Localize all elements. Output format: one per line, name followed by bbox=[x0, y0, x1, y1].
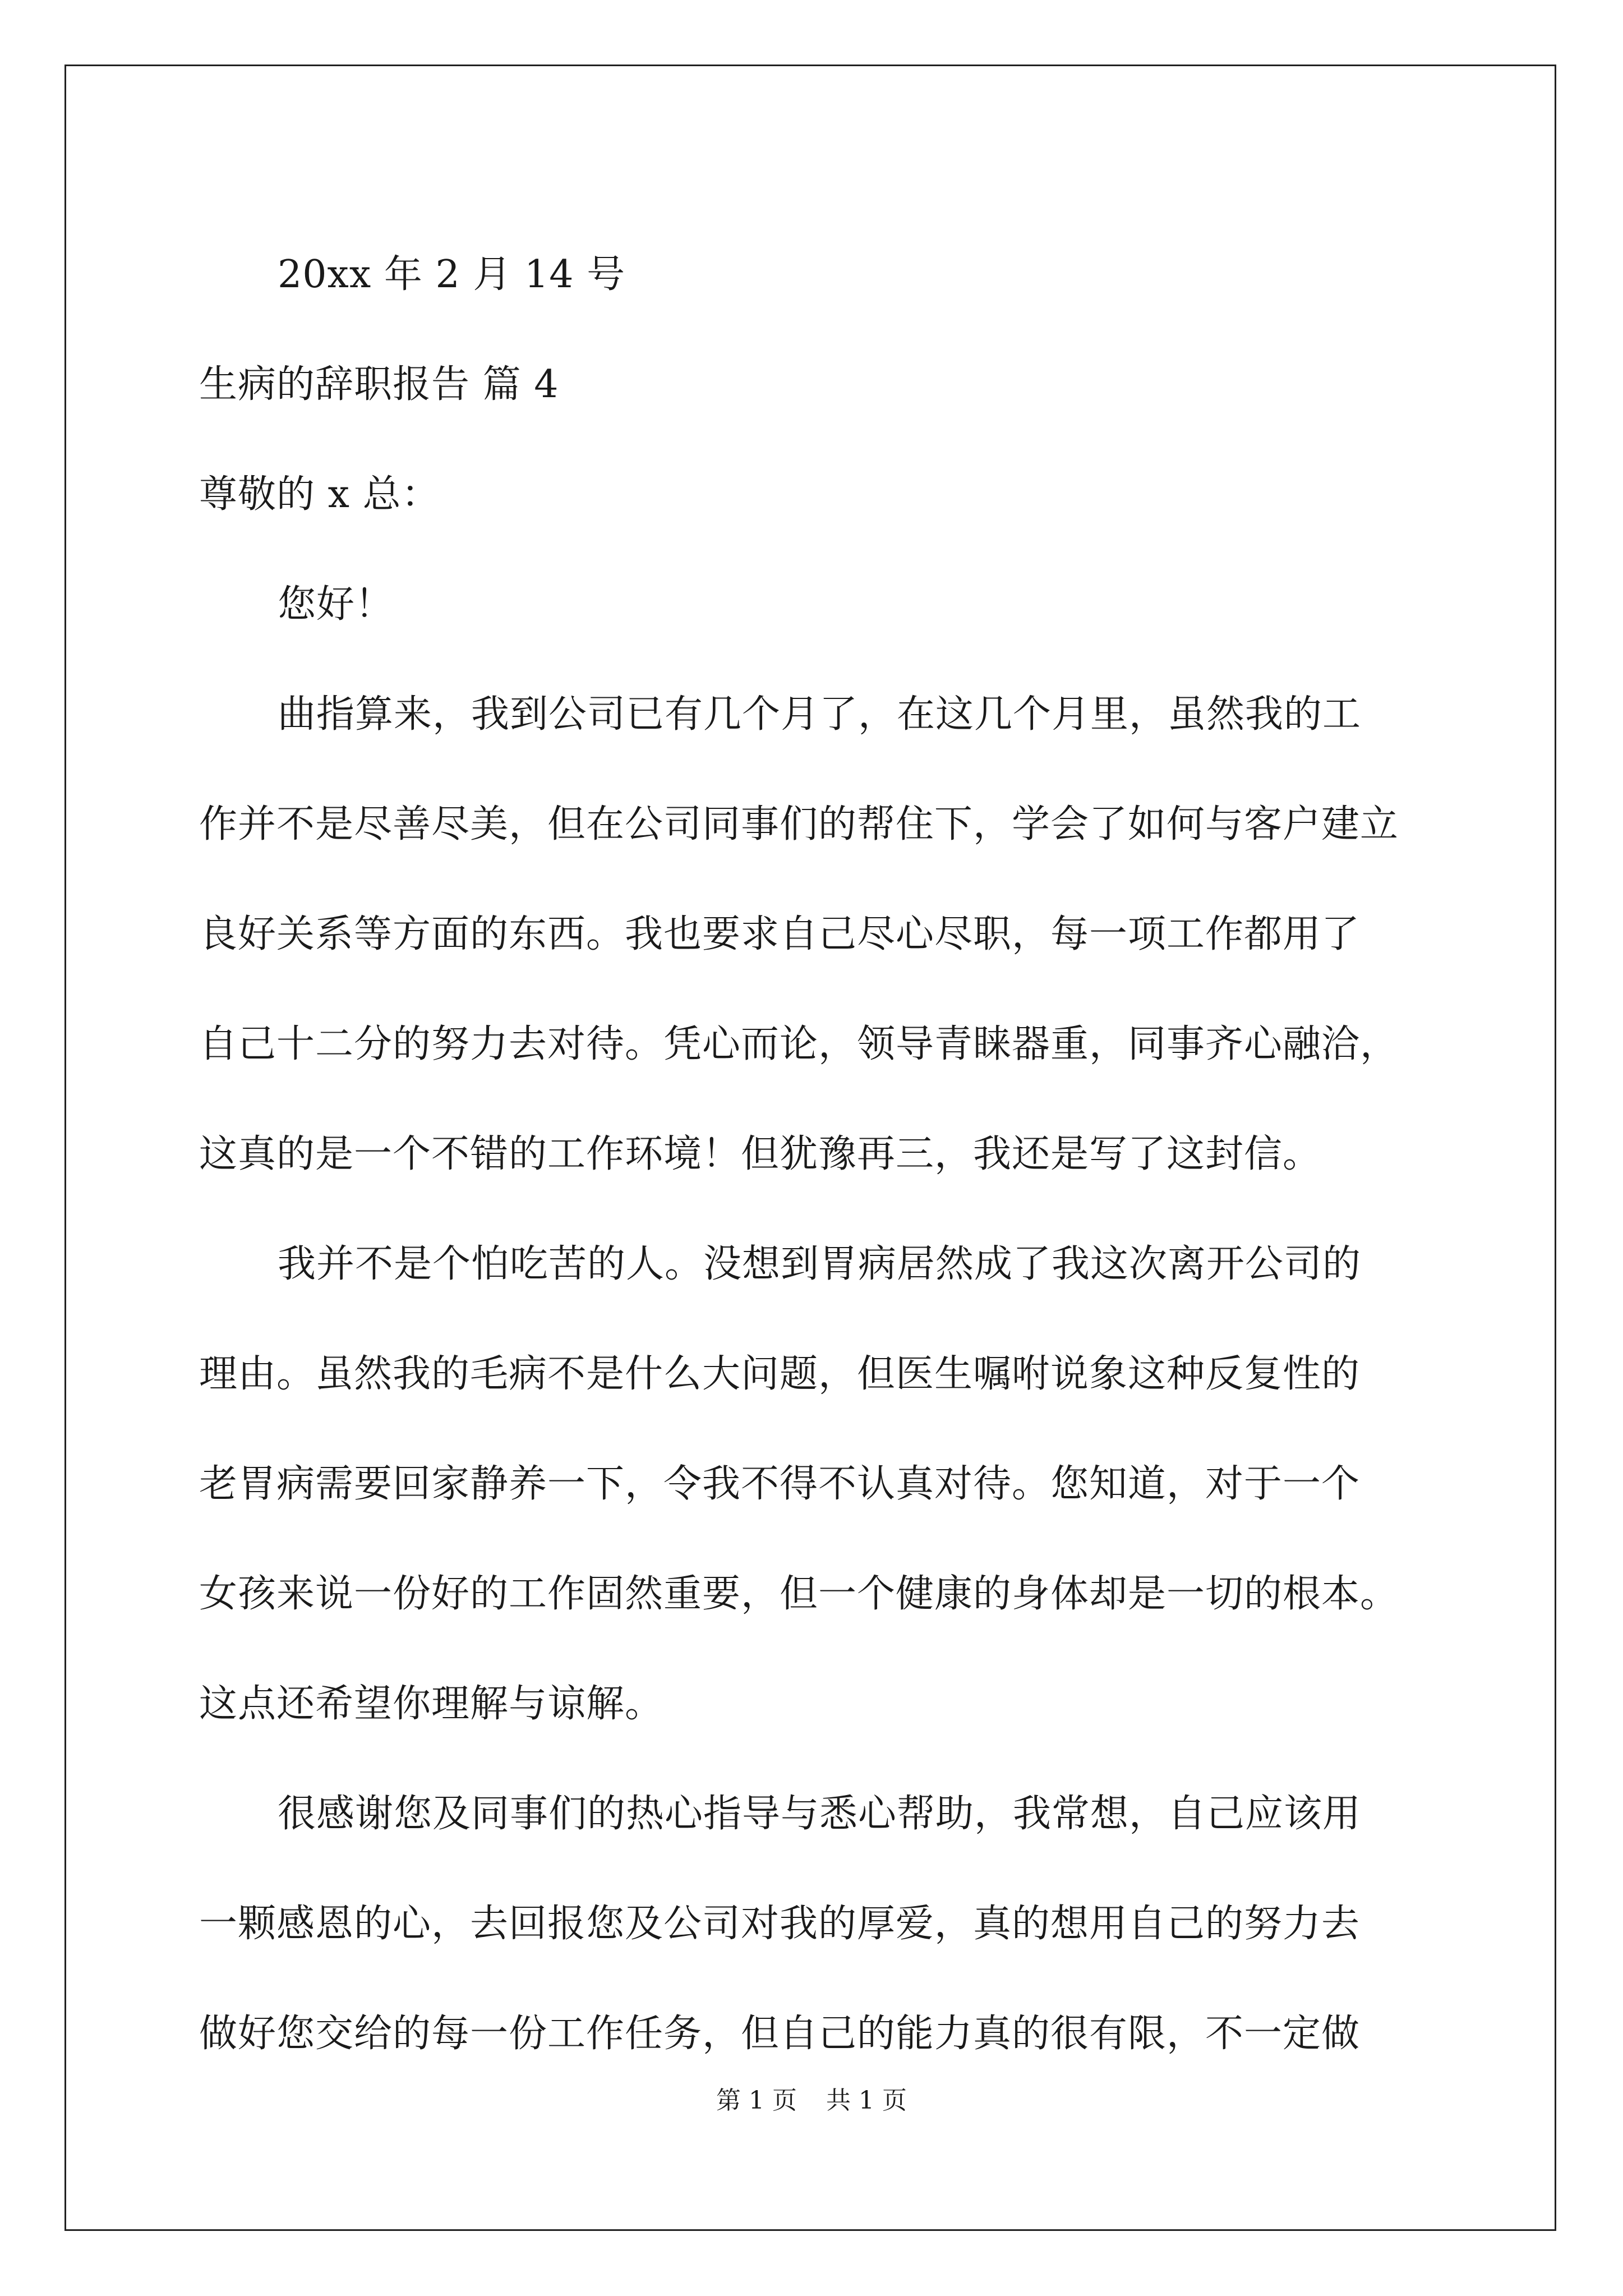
paragraph-1-line-3: 良好关系等方面的东西。我也要求自己尽心尽职，每一项工作都用了 bbox=[199, 912, 1361, 956]
paragraph-3-line-2: 一颗感恩的心，去回报您及公司对我的厚爱，真的想用自己的努力去 bbox=[199, 1902, 1361, 1946]
page-footer bbox=[0, 2084, 1623, 2118]
document-title: 生病的辞职报告 篇 4 bbox=[199, 362, 559, 407]
paragraph-1-line-4: 自己十二分的努力去对待。凭心而论，领导青睐器重，同事齐心融洽， bbox=[199, 1022, 1399, 1066]
page-number: 第 1 页 bbox=[716, 2086, 797, 2115]
paragraph-3-line-3: 做好您交给的每一份工作任务，但自己的能力真的很有限，不一定做 bbox=[199, 2012, 1361, 2056]
date-line: 20xx 年 2 月 14 号 bbox=[278, 252, 626, 297]
paragraph-3-line-1: 很感谢您及同事们的热心指导与悉心帮助，我常想，自己应该用 bbox=[278, 1792, 1362, 1836]
paragraph-2-line-1: 我并不是个怕吃苦的人。没想到胃病居然成了我这次离开公司的 bbox=[278, 1242, 1362, 1286]
paragraph-2-line-4: 女孩来说一份好的工作固然重要，但一个健康的身体却是一切的根本。 bbox=[199, 1572, 1399, 1616]
salutation: 尊敬的 x 总： bbox=[199, 472, 440, 517]
paragraph-2-line-2: 理由。虽然我的毛病不是什么大问题，但医生嘱咐说象这种反复性的 bbox=[199, 1352, 1361, 1396]
greeting: 您好！ bbox=[278, 582, 394, 627]
page-total: 共 1 页 bbox=[826, 2086, 907, 2115]
paragraph-1-line-1: 曲指算来，我到公司已有几个月了，在这几个月里，虽然我的工 bbox=[278, 692, 1362, 737]
paragraph-2-line-3: 老胃病需要回家静养一下，令我不得不认真对待。您知道，对于一个 bbox=[199, 1462, 1361, 1506]
paragraph-1-line-5: 这真的是一个不错的工作环境！但犹豫再三，我还是写了这封信。 bbox=[199, 1132, 1322, 1176]
paragraph-1-line-2: 作并不是尽善尽美，但在公司同事们的帮住下，学会了如何与客户建立 bbox=[199, 802, 1399, 846]
document-body bbox=[199, 220, 1467, 2089]
paragraph-2-line-5: 这点还希望你理解与谅解。 bbox=[199, 1682, 664, 1726]
